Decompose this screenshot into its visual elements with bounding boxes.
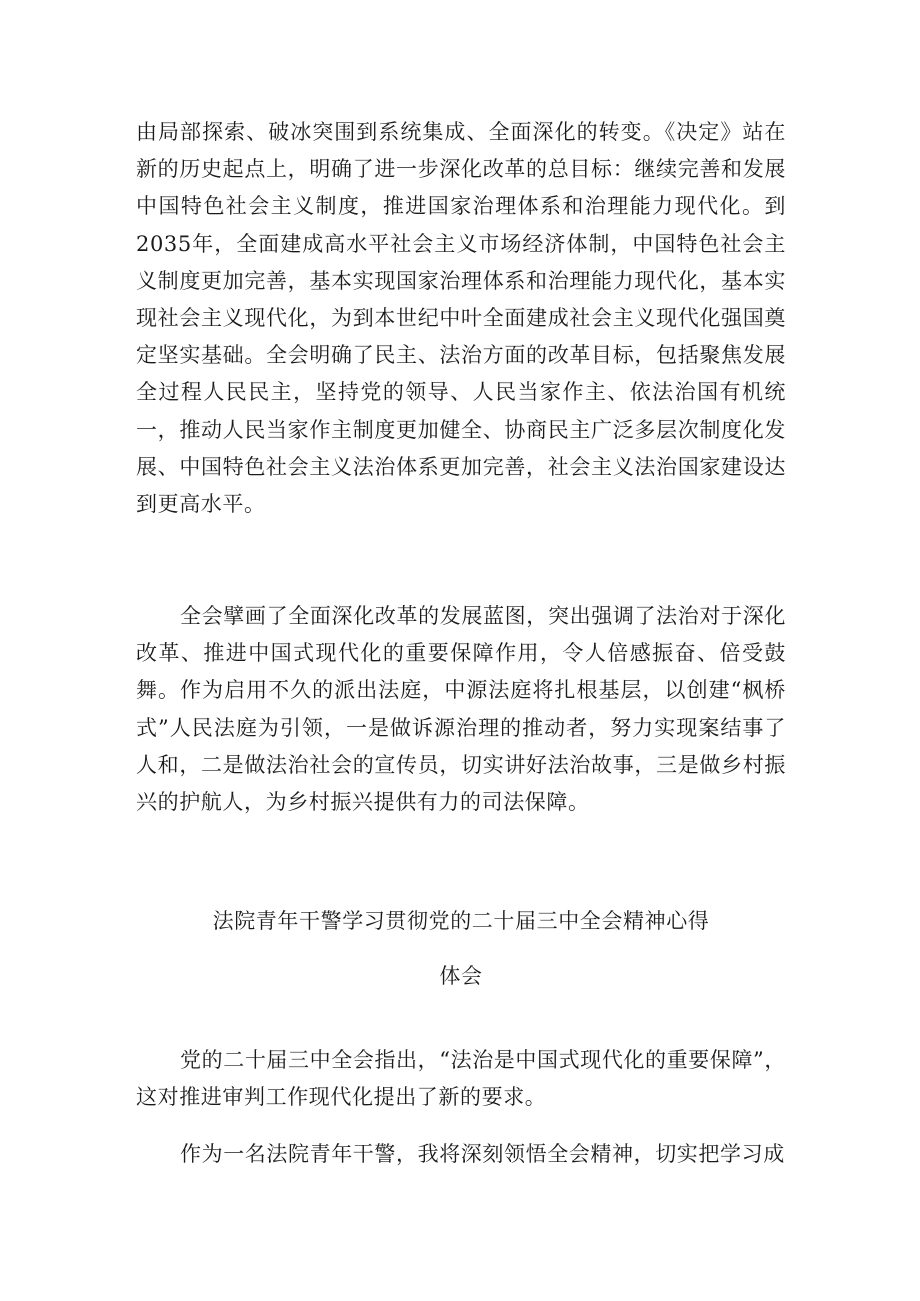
body-paragraph: 由局部探索、破冰突围到系统集成、全面深化的转变。《决定》站在新的历史起点上，明确了进一步深化改革的总目标：继续完善和发展中国特色社会主义制度，推进国家治理体系和治理能力现代化。到2035年，全面建成高水平社会主义市场经济体制，中国特色社会主义制度更加完善，基本实现国家治理体系和治理能力现代化，基本实现社会主义现代化，为到本世纪中叶全面建成社会主义现代化强国奠定坚实基础。全会明确了民主、法治方面的改革目标，包括聚焦发展全过程人民民主，坚持党的领导、人民当家作主、依法治国有机统一，推动人民当家作主制度更加健全、协商民主广泛多层次制度化发展、中国特色社会主义法治体系更加完善，社会主义法治国家建设达到更高水平。 bbox=[136, 120, 786, 517]
article-paragraph: 党的二十届三中全会指出，“法治是中国式现代化的重要保障”，这对推进审判工作现代化提出了新的要求。 bbox=[136, 1048, 786, 1110]
article-paragraph: 作为一名法院青年干警，我将深刻领悟全会精神，切实把学习成 bbox=[180, 1142, 785, 1166]
article-title-continuation: 体会 bbox=[439, 964, 483, 988]
body-paragraph: 全会擘画了全面深化改革的发展蓝图，突出强调了法治对于深化改革、推进中国式现代化的重要保障作用，令人倍感振奋、倍受鼓舞。作为启用不久的派出法庭，中源法庭将扎根基层，以创建“枫桥式”人民法庭为引领，一是做诉源治理的推动者，努力实现案结事了人和，二是做法治社会的宣传员，切实讲好法治故事，三是做乡村振兴的护航人，为乡村振兴提供有力的司法保障。 bbox=[136, 604, 786, 815]
article-title: 法院青年干警学习贯彻党的二十届三中全会精神心得 bbox=[212, 909, 710, 933]
